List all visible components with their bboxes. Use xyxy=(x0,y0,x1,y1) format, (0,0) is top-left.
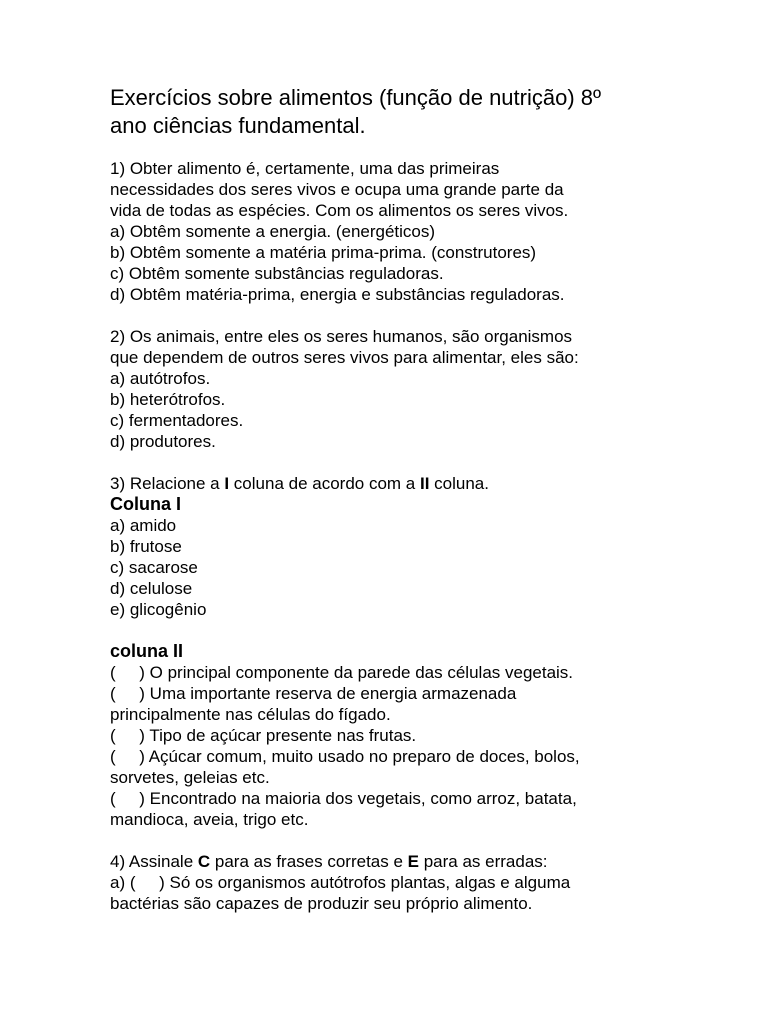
q1-stem-line: vida de todas as espécies. Com os alimentos os seres vivos. xyxy=(110,201,569,220)
q2-option-c: c) fermentadores. xyxy=(110,411,244,430)
question-4 xyxy=(110,851,710,914)
q4-stem-bold-2: E xyxy=(407,852,419,871)
title-line-1: Exercícios sobre alimentos (função de nutrição) 8º xyxy=(110,85,602,110)
column-1-item: c) sacarose xyxy=(110,558,198,577)
q4-stem-suffix: para as erradas: xyxy=(419,852,548,871)
column-2-line: ( ) Tipo de açúcar presente nas frutas. xyxy=(110,726,417,745)
q4-stem-mid: para as frases corretas e xyxy=(210,852,408,871)
q4-stem-bold-1: C xyxy=(197,852,211,871)
exercise-body xyxy=(110,158,710,914)
column-2-line: ( ) Encontrado na maioria dos vegetais, como arroz, batata, xyxy=(110,789,577,808)
q3-stem-prefix: 3) Relacione a xyxy=(110,474,225,493)
q2-stem-line: que dependem de outros seres vivos para alimentar, eles são: xyxy=(110,348,579,367)
q1-stem-line: 1) Obter alimento é, certamente, uma das primeiras xyxy=(110,159,500,178)
column-1-item: e) glicogênio xyxy=(110,600,207,619)
question-3 xyxy=(110,473,710,830)
q1-option-b: b) Obtêm somente a matéria prima-prima. (construtores) xyxy=(110,243,537,262)
q4-item-line: a) ( ) Só os organismos autótrofos plantas, algas e alguma xyxy=(110,873,571,892)
q1-option-a: a) Obtêm somente a energia. (energéticos) xyxy=(110,222,436,241)
column-2-line: principalmente nas células do fígado. xyxy=(110,705,391,724)
question-1 xyxy=(110,158,710,305)
spacer xyxy=(110,305,710,326)
q1-option-d: d) Obtêm matéria-prima, energia e substâncias reguladoras. xyxy=(110,285,565,304)
q1-stem-line: necessidades dos seres vivos e ocupa uma grande parte da xyxy=(110,180,564,199)
q4-stem-prefix: 4) Assinale xyxy=(110,852,198,871)
q3-stem-suffix: coluna. xyxy=(429,474,489,493)
column-2-line: mandioca, aveia, trigo etc. xyxy=(110,810,309,829)
column-2-line: ( ) Açúcar comum, muito usado no preparo de doces, bolos, xyxy=(110,747,580,766)
q4-item-line: bactérias são capazes de produzir seu próprio alimento. xyxy=(110,894,533,913)
q3-stem-bold-2: II xyxy=(419,474,430,493)
column-1-item: d) celulose xyxy=(110,579,193,598)
q2-option-b: b) heterótrofos. xyxy=(110,390,226,409)
question-2 xyxy=(110,326,710,452)
q2-option-a: a) autótrofos. xyxy=(110,369,211,388)
column-2-line: ( ) O principal componente da parede das células vegetais. xyxy=(110,663,574,682)
column-2-heading: coluna II xyxy=(110,641,184,661)
spacer xyxy=(110,452,710,473)
column-2-line: sorvetes, geleias etc. xyxy=(110,768,270,787)
column-1-item: b) frutose xyxy=(110,537,182,556)
q3-stem xyxy=(110,473,710,494)
title-line-2: ano ciências fundamental. xyxy=(110,113,366,138)
q3-stem-mid: coluna de acordo com a xyxy=(229,474,420,493)
document-page xyxy=(110,84,710,914)
spacer xyxy=(110,620,710,641)
column-2-line: ( ) Uma importante reserva de energia armazenada xyxy=(110,684,517,703)
column-1-item: a) amido xyxy=(110,516,177,535)
q2-stem-line: 2) Os animais, entre eles os seres humanos, são organismos xyxy=(110,327,573,346)
document-title xyxy=(110,84,710,140)
q3-stem-bold-1: I xyxy=(224,474,230,493)
q1-option-c: c) Obtêm somente substâncias reguladoras. xyxy=(110,264,444,283)
column-1-heading: Coluna I xyxy=(110,494,181,514)
q2-option-d: d) produtores. xyxy=(110,432,216,451)
spacer xyxy=(110,830,710,851)
q4-stem xyxy=(110,851,710,872)
